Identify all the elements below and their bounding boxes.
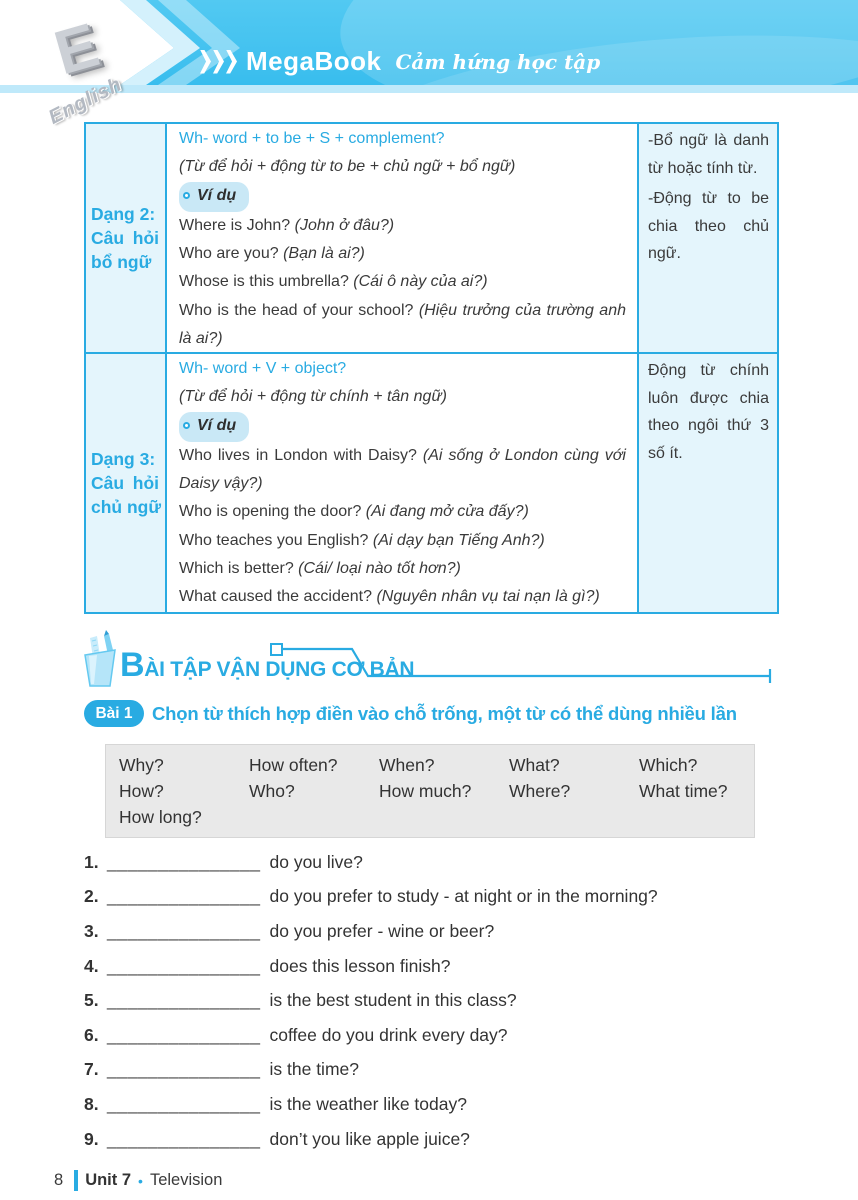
example-vi: (Bạn là ai?) xyxy=(283,245,365,263)
footer-unit: Unit 7 xyxy=(85,1171,132,1189)
footer-divider xyxy=(74,1170,78,1191)
question-blank: _______________ xyxy=(107,1093,261,1114)
word-bank-item: How much? xyxy=(379,781,472,801)
example-item xyxy=(179,442,626,498)
example-dot-icon xyxy=(183,422,190,429)
question-item xyxy=(84,880,784,915)
example-vi: (Ai đang mở cửa đấy?) xyxy=(365,503,529,521)
question-number: 9. xyxy=(84,1128,99,1149)
word-bank-item: What time? xyxy=(639,781,728,801)
brand-name: MegaBook xyxy=(246,46,382,76)
formula-translation: (Từ để hỏi + động từ chính + tân ngữ) xyxy=(179,388,447,406)
formula: Wh- word + V + object? xyxy=(179,360,347,377)
example-dot-icon xyxy=(183,192,190,199)
row-label-line: Dạng 3: xyxy=(91,448,156,469)
example-badge-label: Ví dụ xyxy=(197,186,237,204)
word-bank xyxy=(105,744,755,838)
question-text: do you prefer - wine or beer? xyxy=(269,920,495,941)
question-blank: _______________ xyxy=(107,1128,261,1149)
example-item xyxy=(179,498,626,526)
question-blank: _______________ xyxy=(107,920,261,941)
word-bank-item: Who? xyxy=(249,781,295,801)
example-en: Whose is this umbrella? xyxy=(179,273,349,291)
word-bank-item: Which? xyxy=(639,755,698,775)
question-item xyxy=(84,1053,784,1088)
example-badge xyxy=(179,412,249,442)
example-badge xyxy=(179,182,249,212)
table-row xyxy=(86,352,777,612)
example-vi: (Hiệu trưởng của trường anh là ai?) xyxy=(179,301,627,347)
example-vi: (Nguyên nhân vụ tai nạn là gì?) xyxy=(376,588,600,606)
example-en: Who teaches you English? xyxy=(179,531,369,549)
question-item xyxy=(84,1018,784,1053)
word-bank-item: What? xyxy=(509,755,560,775)
row-label-line: Câu hỏi xyxy=(91,472,159,493)
question-number: 6. xyxy=(84,1024,99,1045)
question-number: 7. xyxy=(84,1059,99,1080)
note-item: -Động từ to be chia theo chủ ngữ. xyxy=(648,190,769,262)
section-title-rest: ÀI TẬP VẬN DỤNG CƠ BẢN xyxy=(144,658,415,681)
example-item xyxy=(179,212,626,240)
word-bank-item: Why? xyxy=(119,755,164,775)
question-text: is the best student in this class? xyxy=(269,990,517,1011)
question-number: 1. xyxy=(84,851,99,872)
question-text: is the time? xyxy=(269,1059,359,1080)
example-vi: (Cái ô này của ai?) xyxy=(353,273,488,291)
question-number: 2. xyxy=(84,886,99,907)
question-item xyxy=(84,1087,784,1122)
example-en: Who lives in London with Daisy? xyxy=(179,447,417,465)
section-title-initial: B xyxy=(120,646,145,684)
word-bank-item: How often? xyxy=(249,755,338,775)
logo-label: English xyxy=(45,73,126,129)
question-blank: _______________ xyxy=(107,1024,261,1045)
question-text: is the weather like today? xyxy=(269,1093,467,1114)
row-label-line: Câu hỏi xyxy=(91,227,159,248)
exercise-badge: Bài 1 xyxy=(84,700,144,727)
example-en: Which is better? xyxy=(179,559,294,577)
megabook-logo xyxy=(200,46,600,77)
example-vi: (Ai dạy bạn Tiếng Anh?) xyxy=(372,531,545,549)
example-item xyxy=(179,268,626,296)
example-vi: (Ai sống ở London cùng với Daisy vậy?) xyxy=(179,447,626,493)
example-en: Where is John? xyxy=(179,217,291,235)
word-bank-item: When? xyxy=(379,755,435,775)
page-number: 8 xyxy=(54,1171,64,1189)
row-label xyxy=(86,124,167,352)
example-badge-line xyxy=(179,411,626,442)
note-item: -Bổ ngữ là danh từ hoặc tính từ. xyxy=(648,132,769,177)
example-en: Who is opening the door? xyxy=(179,503,362,521)
question-item xyxy=(84,949,784,984)
decorative-line xyxy=(0,640,800,690)
row-label-line: Dạng 2: xyxy=(91,203,156,224)
question-number: 3. xyxy=(84,920,99,941)
example-item xyxy=(179,583,626,611)
notes-cell xyxy=(639,124,777,352)
example-badge-line xyxy=(179,181,626,212)
example-item xyxy=(179,555,626,583)
grammar-table xyxy=(84,122,779,614)
question-text: don’t you like apple juice? xyxy=(269,1128,470,1149)
question-number: 4. xyxy=(84,955,99,976)
word-bank-item: How? xyxy=(119,781,164,801)
brand-tagline: Cảm hứng học tập xyxy=(395,49,601,74)
page-footer xyxy=(54,1170,222,1191)
formula: Wh- word + to be + S + complement? xyxy=(179,130,445,147)
question-number: 5. xyxy=(84,990,99,1011)
question-blank: _______________ xyxy=(107,955,261,976)
question-text: does this lesson finish? xyxy=(269,955,451,976)
word-bank-item: How long? xyxy=(119,807,202,827)
examples-cell xyxy=(167,354,639,612)
example-en: What caused the accident? xyxy=(179,588,373,606)
row-label-line: bổ ngữ xyxy=(91,252,152,273)
question-item xyxy=(84,914,784,949)
question-item xyxy=(84,983,784,1018)
example-item xyxy=(179,240,626,268)
note-item: Động từ chính luôn được chia theo ngôi thứ 3 số ít. xyxy=(648,362,769,462)
brand-mark-icon xyxy=(200,50,237,74)
formula-translation: (Từ để hỏi + động từ to be + chủ ngữ + bổ ngữ) xyxy=(179,158,516,176)
question-text: do you prefer to study - at night or in the morning? xyxy=(269,886,658,907)
word-bank-item: Where? xyxy=(509,781,571,801)
footer-separator-icon: • xyxy=(138,1172,143,1189)
question-number: 8. xyxy=(84,1093,99,1114)
english-3d-logo xyxy=(28,8,168,128)
question-text: coffee do you drink every day? xyxy=(269,1024,508,1045)
example-item xyxy=(179,297,626,352)
logo-letter: E xyxy=(47,10,107,89)
footer-unit-title: Television xyxy=(149,1171,223,1189)
question-item xyxy=(84,845,784,880)
question-text: do you live? xyxy=(269,851,363,872)
question-item xyxy=(84,1122,784,1157)
table-row xyxy=(86,124,777,352)
question-blank: _______________ xyxy=(107,1059,261,1080)
question-list xyxy=(84,845,784,1156)
example-en: Who is the head of your school? xyxy=(179,301,414,319)
row-label xyxy=(86,354,167,612)
example-item xyxy=(179,527,626,555)
row-label-line: chủ ngữ xyxy=(91,497,162,518)
question-blank: _______________ xyxy=(107,851,261,872)
question-blank: _______________ xyxy=(107,990,261,1011)
exercise-instruction: Chọn từ thích hợp điền vào chỗ trống, một từ có thể dùng nhiều lần xyxy=(152,703,737,724)
example-badge-label: Ví dụ xyxy=(197,416,237,434)
notes-cell xyxy=(639,354,777,612)
example-vi: (John ở đâu?) xyxy=(294,217,395,235)
example-vi: (Cái/ loại nào tốt hơn?) xyxy=(298,559,461,577)
example-en: Who are you? xyxy=(179,245,279,263)
examples-cell xyxy=(167,124,639,352)
question-blank: _______________ xyxy=(107,886,261,907)
